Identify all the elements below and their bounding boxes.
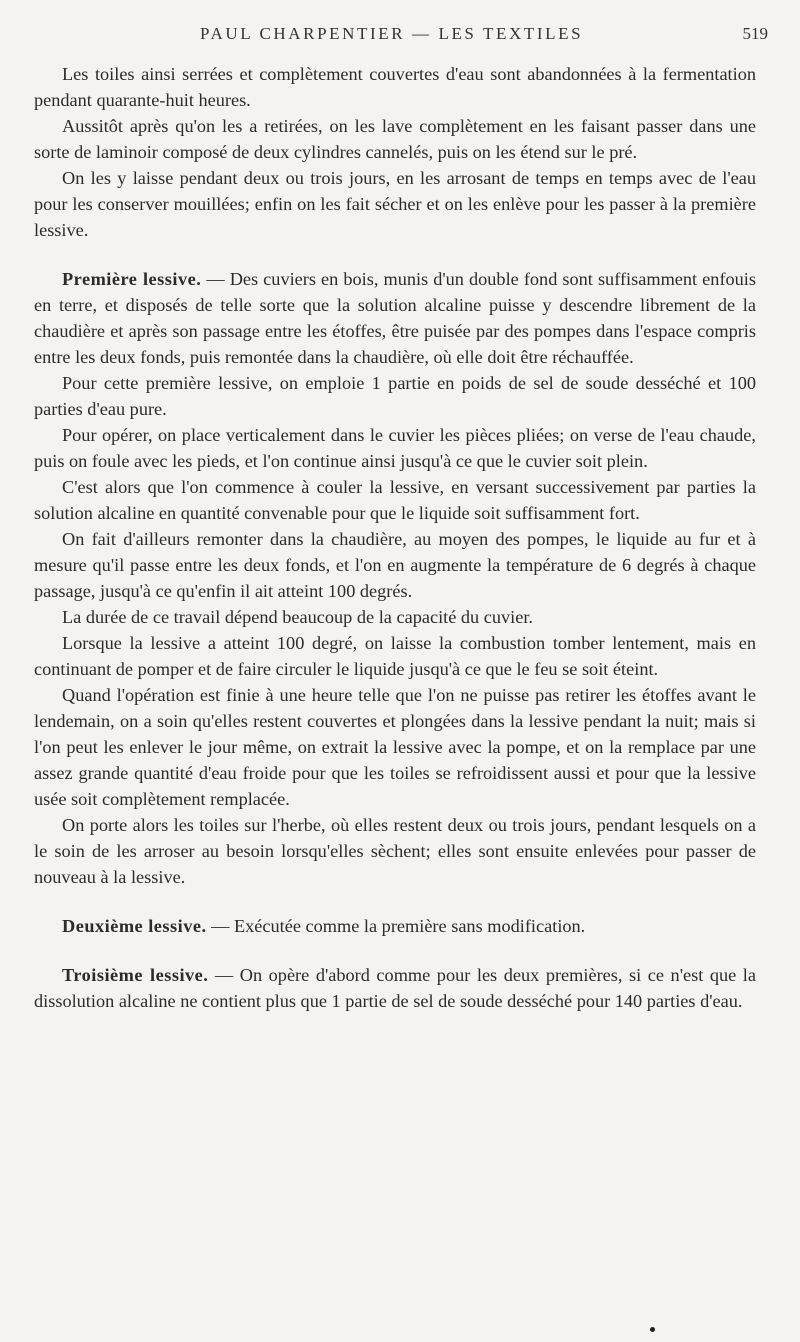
paragraph: C'est alors que l'on commence à couler la lessive, en versant successivement par parties la solution alcaline en quantité convenable pour que le liquide soit suffisamment fort. [34,477,756,523]
page-header [0,20,800,50]
ink-speck [650,1327,655,1332]
paragraph: Pour cette première lessive, on emploie 1 partie en poids de sel de soude desséché et 100 parties d'eau pure. [34,373,756,419]
section-text: — On opère d'abord comme pour les deux premières, si ce n'est que la dissolution alcaline ne contient plus que 1 partie de sel de soude desséché pour 140 parties d'eau. [34,965,756,1011]
paragraph: La durée de ce travail dépend beaucoup de la capacité du cuvier. [62,607,534,627]
section-troisieme-lessive [34,962,756,1014]
paragraph: Lorsque la lessive a atteint 100 degré, on laisse la combustion tomber lentement, mais en continuant de pomper et de faire circuler le liquide jusqu'à ce que le feu se soit éteint. [34,633,756,679]
running-head: PAUL CHARPENTIER — LES TEXTILES [200,24,584,43]
section-text: — Exécutée comme la première sans modification. [206,916,586,936]
paragraph: Les toiles ainsi serrées et complètement couvertes d'eau sont abandonnées à la fermentation pendant quarante-huit heures. [34,64,756,110]
section-premiere-lessive [34,266,756,370]
section-title: Première lessive. [62,269,202,289]
section-deuxieme-lessive [34,913,756,939]
section-title: Deuxième lessive. [62,916,207,936]
section-text: — Des cuviers en bois, munis d'un double fond sont suffisamment enfouis en terre, et disposés de telle sorte que la solution alcaline puisse y descendre librement de la chaudière et après son passage entre les étoffes, être puisée par des pompes dans l'espace compris entre les deux fonds, puis remontée dans la chaudière, où elle doit être réchauffée. [34,269,757,367]
paragraph: On porte alors les toiles sur l'herbe, où elles restent deux ou trois jours, pendant lesquels on a le soin de les arroser au besoin lorsqu'elles sèchent; elles sont ensuite enlevées pour passer de nouveau à la lessive. [34,815,756,887]
paragraph: On fait d'ailleurs remonter dans la chaudière, au moyen des pompes, le liquide au fur et à mesure qu'il passe entre les deux fonds, et l'on en augmente la température de 6 degrés à chaque passage, jusqu'à ce qu'enfin il ait atteint 100 degrés. [34,529,756,601]
paragraph: Pour opérer, on place verticalement dans le cuvier les pièces pliées; on verse de l'eau chaude, puis on foule avec les pieds, et l'on continue ainsi jusqu'à ce que le cuvier soit plein. [34,425,756,471]
page-number: 519 [742,24,768,43]
section-title: Troisième lessive. [62,965,209,985]
paragraph: Aussitôt après qu'on les a retirées, on les lave complètement en les faisant passer dans une sorte de laminoir composé de deux cylindres cannelés, puis on les étend sur le pré. [34,116,756,162]
paragraph: On les y laisse pendant deux ou trois jours, en les arrosant de temps en temps avec de l'eau pour les conserver mouillées; enfin on les fait sécher et on les enlève pour les passer à la première lessive. [34,168,756,240]
paragraph: Quand l'opération est finie à une heure telle que l'on ne puisse pas retirer les étoffes avant le lendemain, on a soin qu'elles restent couvertes et plongées dans la lessive pendant la nuit; mais si l'on peut les enlever le jour même, on extrait la lessive avec la pompe, et on la remplace par une assez grande quantité d'eau froide pour que les toiles se refroidissent aussi et pour que la lessive usée soit complètement remplacée. [34,685,756,809]
body-text [34,61,756,1014]
